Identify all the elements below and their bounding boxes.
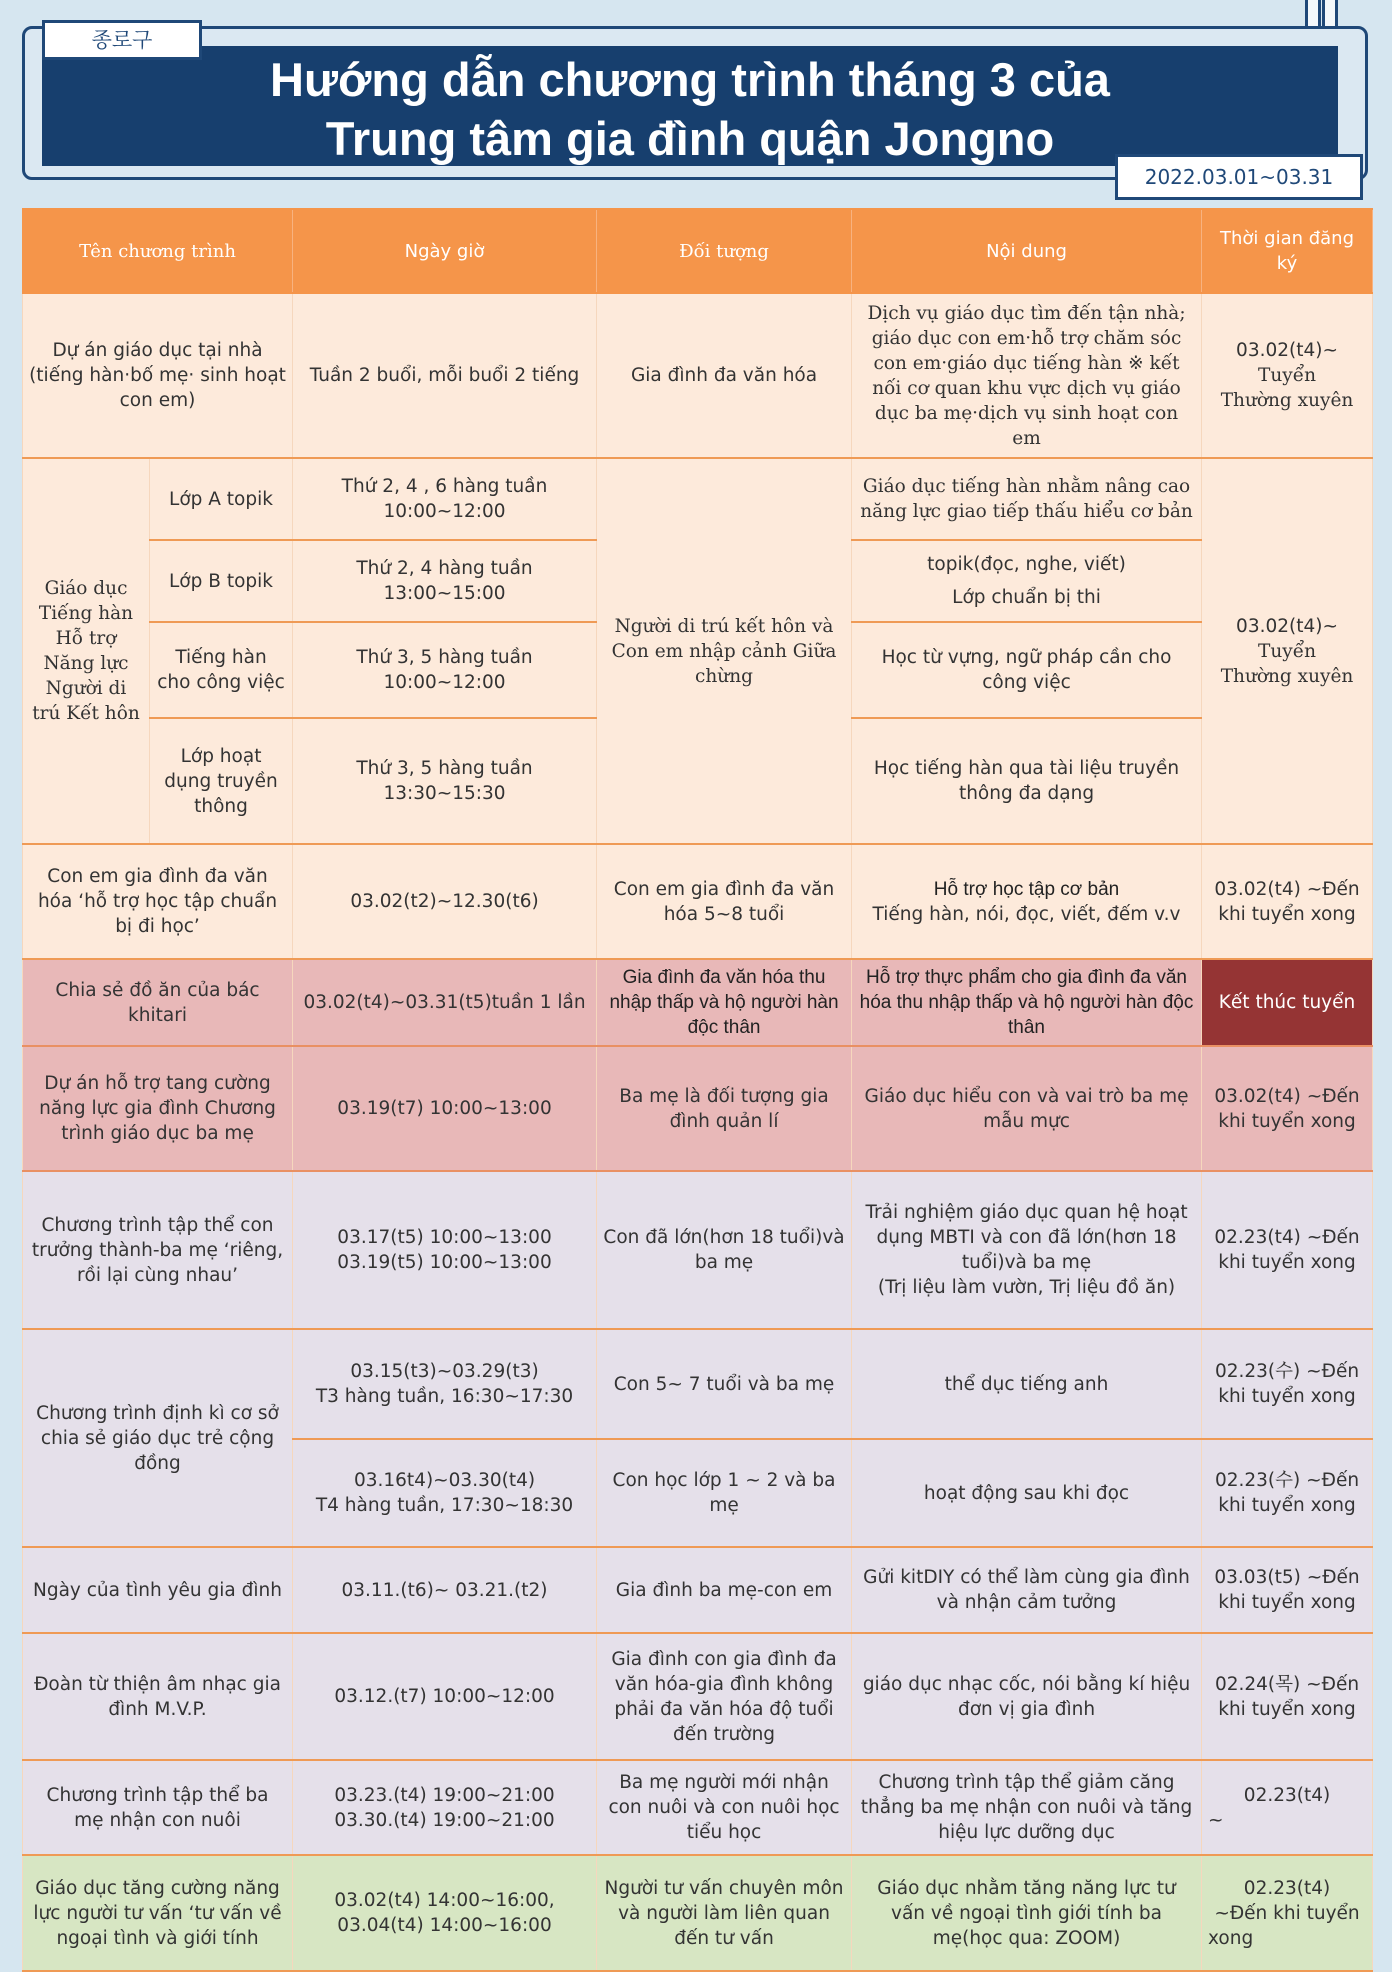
program-time bbox=[293, 1439, 597, 1547]
table-row bbox=[23, 844, 1373, 959]
reg-line: xong bbox=[1208, 1927, 1254, 1949]
program-content: hoạt động sau khi đọc bbox=[852, 1439, 1202, 1547]
program-name: Ngày của tình yêu gia đình bbox=[23, 1547, 293, 1633]
program-time: Tuần 2 buổi, mỗi buổi 2 tiếng bbox=[293, 293, 597, 458]
time-line: 03.19(t5) 10:00~13:00 bbox=[337, 1252, 552, 1273]
class-name: Lớp hoạt dụng truyền thông bbox=[150, 718, 293, 844]
program-registration bbox=[1202, 293, 1373, 458]
title-line-2: Trung tâm gia đình quận Jongno bbox=[325, 112, 1055, 165]
program-time: 03.02(t2)~12.30(t6) bbox=[293, 844, 597, 959]
class-name: Lớp B topik bbox=[150, 540, 293, 622]
program-time: 03.12.(t7) 10:00~12:00 bbox=[293, 1633, 597, 1760]
table-row bbox=[23, 1547, 1373, 1633]
table-header-row bbox=[23, 209, 1373, 293]
program-name: Dự án hỗ trợ tang cường năng lực gia đình Chương trình giáo dục ba mẹ bbox=[23, 1046, 293, 1171]
time-line: 03.17(t5) 10:00~13:00 bbox=[337, 1227, 552, 1248]
program-registration bbox=[1202, 1760, 1373, 1855]
col-header-time: Ngày giờ bbox=[293, 209, 597, 293]
time-line: 03.04(t4) 14:00~16:00 bbox=[337, 1915, 552, 1936]
program-content: Giáo dục hiểu con và vai trò ba mẹ mẫu mực bbox=[852, 1046, 1202, 1171]
program-target: Ba mẹ người mới nhận con nuôi và con nuôi học tiểu học bbox=[597, 1760, 852, 1855]
time-line: Thứ 2, 4 , 6 hàng tuần bbox=[341, 476, 548, 497]
class-content: Học tiếng hàn qua tài liệu truyền thông đa dạng bbox=[852, 718, 1202, 844]
time-line: 03.16t4)~03.30(t4) bbox=[353, 1470, 536, 1491]
reg-line: Tuyển bbox=[1258, 640, 1317, 662]
content-title: Hỗ trợ học tập cơ bản bbox=[933, 878, 1120, 900]
col-header-target: Đối tượng bbox=[597, 209, 852, 293]
program-content: Chương trình tập thể giảm căng thẳng ba mẹ nhận con nuôi và tăng hiệu lực dưỡng dục bbox=[852, 1760, 1202, 1855]
col-header-name: Tên chương trình bbox=[23, 209, 293, 293]
program-content: thể dục tiếng anh bbox=[852, 1329, 1202, 1439]
reg-line: 03.02(t4)~ bbox=[1236, 340, 1338, 361]
program-content bbox=[852, 1171, 1202, 1329]
program-time: 03.11.(t6)~ 03.21.(t2) bbox=[293, 1547, 597, 1633]
program-target: Ba mẹ là đối tượng gia đình quản lí bbox=[597, 1046, 852, 1171]
program-name: Đoàn từ thiện âm nhạc gia đình M.V.P. bbox=[23, 1633, 293, 1760]
program-time: 03.02(t4)~03.31(t5)tuần 1 lần bbox=[293, 959, 597, 1046]
reg-line: 03.02(t4)~ bbox=[1236, 615, 1338, 637]
table-row bbox=[23, 1633, 1373, 1760]
time-line: Thứ 2, 4 hàng tuần bbox=[356, 558, 533, 579]
table-row bbox=[23, 458, 1373, 540]
status-badge: Kết thúc tuyển bbox=[1202, 959, 1373, 1046]
class-content: Giáo dục tiếng hàn nhằm nâng cao năng lực giao tiếp thấu hiểu cơ bản bbox=[852, 458, 1202, 540]
page-title bbox=[42, 50, 1338, 168]
table-row bbox=[23, 1171, 1373, 1329]
time-line: 03.23.(t4) 19:00~21:00 bbox=[334, 1784, 555, 1806]
program-target: Gia đình ba mẹ-con em bbox=[597, 1547, 852, 1633]
class-time bbox=[293, 718, 597, 844]
content-line: Lớp chuẩn bị thi bbox=[952, 587, 1101, 608]
period-badge: 2022.03.01~03.31 bbox=[1115, 154, 1363, 200]
program-name: Chương trình định kì cơ sở chia sẻ giáo dục trẻ cộng đồng bbox=[23, 1329, 293, 1547]
time-line: Thứ 3, 5 hàng tuần bbox=[356, 647, 533, 668]
program-content bbox=[852, 844, 1202, 959]
table-row bbox=[23, 293, 1373, 458]
class-time bbox=[293, 622, 597, 718]
program-content: Dịch vụ giáo dục tìm đến tận nhà; giáo dục con em·hỗ trợ chăm sóc con em·giáo dục tiếng hàn ※ kết nối cơ quan khu vực dịch vụ giáo dục ba mẹ·dịch vụ sinh hoạt con em bbox=[852, 293, 1202, 458]
program-content: giáo dục nhạc cốc, nói bằng kí hiệu đơn vị gia đình bbox=[852, 1633, 1202, 1760]
program-content: Giáo dục nhằm tăng năng lực tư vấn về ngoại tình giới tính ba mẹ(học qua: ZOOM) bbox=[852, 1855, 1202, 1971]
time-line: T3 hàng tuần, 16:30~17:30 bbox=[315, 1386, 574, 1407]
table-row bbox=[23, 1855, 1373, 1971]
program-time bbox=[293, 1171, 597, 1329]
class-time bbox=[293, 458, 597, 540]
program-name: Con em gia đình đa văn hóa ‘hỗ trợ học tập chuẩn bị đi học’ bbox=[23, 844, 293, 959]
time-line: 13:00~15:00 bbox=[383, 583, 506, 604]
time-line: 03.02(t4) 14:00~16:00, bbox=[334, 1890, 555, 1911]
reg-line: Thường xuyên bbox=[1220, 390, 1354, 411]
content-text: Trải nghiệm giáo dục quan hệ hoạt dụng MBTI và con đã lớn(hơn 18 tuổi)và ba mẹ bbox=[865, 1202, 1188, 1273]
table-row bbox=[23, 959, 1373, 1046]
program-name: Dự án giáo dục tại nhà (tiếng hàn·bố mẹ· sinh hoạt con em) bbox=[23, 293, 293, 458]
program-time: 03.19(t7) 10:00~13:00 bbox=[293, 1046, 597, 1171]
program-target: Gia đình đa văn hóa bbox=[597, 293, 852, 458]
table-row bbox=[23, 1046, 1373, 1171]
content-text: Tiếng hàn, nói, đọc, viết, đếm v.v bbox=[872, 903, 1181, 925]
class-name: Lớp A topik bbox=[150, 458, 293, 540]
program-content: Hỗ trợ thực phẩm cho gia đình đa văn hóa thu nhập thấp và hộ người hàn độc thân bbox=[852, 959, 1202, 1046]
program-content: Gửi kitDIY có thể làm cùng gia đình và nhận cảm tưởng bbox=[852, 1547, 1202, 1633]
program-name: Chương trình tập thể con trưởng thành-ba mẹ ‘riêng, rồi lại cùng nhau’ bbox=[23, 1171, 293, 1329]
program-target: Gia đình đa văn hóa thu nhập thấp và hộ người hàn độc thân bbox=[597, 959, 852, 1046]
program-registration: 03.02(t4) ~Đến khi tuyển xong bbox=[1202, 1046, 1373, 1171]
table-row bbox=[23, 1760, 1373, 1855]
class-content: Học từ vựng, ngữ pháp cần cho công việc bbox=[852, 622, 1202, 718]
program-registration: 02.23(수) ~Đến khi tuyển xong bbox=[1202, 1329, 1373, 1439]
program-table bbox=[22, 208, 1373, 1972]
program-time bbox=[293, 1855, 597, 1971]
table-row bbox=[23, 1329, 1373, 1439]
program-target: Người di trú kết hôn và Con em nhập cảnh Giữa chừng bbox=[597, 458, 852, 844]
program-registration bbox=[1202, 458, 1373, 844]
time-line: T4 hàng tuần, 17:30~18:30 bbox=[315, 1495, 574, 1516]
reg-line: 02.23(t4) bbox=[1243, 1877, 1331, 1899]
program-target: Con em gia đình đa văn hóa 5~8 tuổi bbox=[597, 844, 852, 959]
program-target: Con 5~ 7 tuổi và ba mẹ bbox=[597, 1329, 852, 1439]
program-target: Con học lớp 1 ~ 2 và ba mẹ bbox=[597, 1439, 852, 1547]
program-name: Chia sẻ đồ ăn của bác khitari bbox=[23, 959, 293, 1046]
program-name: Giáo dục tăng cường năng lực người tư vấn ‘tư vấn về ngoại tình và giới tính bbox=[23, 1855, 293, 1971]
time-line: 13:30~15:30 bbox=[383, 783, 506, 804]
class-name: Tiếng hàn cho công việc bbox=[150, 622, 293, 718]
program-target: Con đã lớn(hơn 18 tuổi)và ba mẹ bbox=[597, 1171, 852, 1329]
program-registration bbox=[1202, 1855, 1373, 1971]
content-note: (Trị liệu làm vườn, Trị liệu đồ ăn) bbox=[877, 1277, 1176, 1298]
reg-line: Tuyển bbox=[1258, 365, 1317, 386]
time-line: Thứ 3, 5 hàng tuần bbox=[356, 758, 533, 779]
program-time bbox=[293, 1760, 597, 1855]
time-line: 10:00~12:00 bbox=[383, 501, 506, 522]
program-registration: 02.24(목) ~Đến khi tuyển xong bbox=[1202, 1633, 1373, 1760]
col-header-content: Nội dung bbox=[852, 209, 1202, 293]
reg-line: Thường xuyên bbox=[1220, 665, 1354, 687]
class-time bbox=[293, 540, 597, 622]
reg-line: 02.23(t4) bbox=[1243, 1784, 1331, 1806]
col-header-registration: Thời gian đăng ký bbox=[1202, 209, 1373, 293]
district-tag: 종로구 bbox=[42, 20, 202, 60]
program-registration: 02.23(t4) ~Đến khi tuyển xong bbox=[1202, 1171, 1373, 1329]
program-registration: 03.02(t4) ~Đến khi tuyển xong bbox=[1202, 844, 1373, 959]
reg-line: ~Đến khi tuyển bbox=[1214, 1902, 1360, 1924]
reg-line: ~ bbox=[1208, 1809, 1224, 1831]
content-line: topik(đọc, nghe, viết) bbox=[927, 554, 1126, 575]
program-target: Người tư vấn chuyên môn và người làm liên quan đến tư vấn bbox=[597, 1855, 852, 1971]
program-name: Chương trình tập thể ba mẹ nhận con nuôi bbox=[23, 1760, 293, 1855]
program-registration: 02.23(수) ~Đến khi tuyển xong bbox=[1202, 1439, 1373, 1547]
time-line: 03.30.(t4) 19:00~21:00 bbox=[334, 1809, 555, 1831]
title-line-1: Hướng dẫn chương trình tháng 3 của bbox=[270, 53, 1110, 106]
time-line: 03.15(t3)~03.29(t3) bbox=[350, 1361, 539, 1382]
program-target: Gia đình con gia đình đa văn hóa-gia đình không phải đa văn hóa độ tuổi đến trường bbox=[597, 1633, 852, 1760]
program-time bbox=[293, 1329, 597, 1439]
program-registration: 03.03(t5) ~Đến khi tuyển xong bbox=[1202, 1547, 1373, 1633]
program-group-name: Giáo dục Tiếng hàn Hỗ trợ Năng lực Người di trú Kết hôn bbox=[23, 458, 150, 844]
time-line: 10:00~12:00 bbox=[383, 672, 506, 693]
class-content bbox=[852, 540, 1202, 622]
